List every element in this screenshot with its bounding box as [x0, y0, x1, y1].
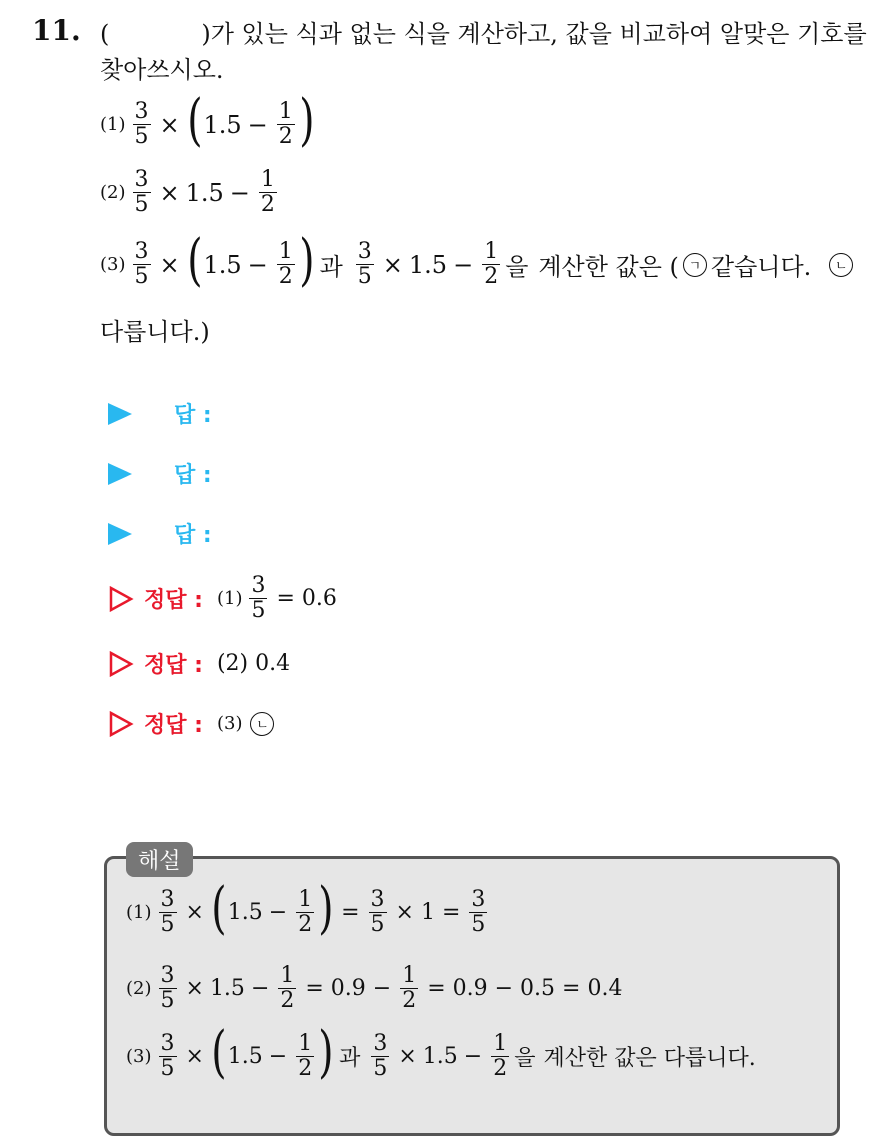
triangle-outline-icon: [108, 651, 134, 677]
solution-label: 정답 :: [144, 653, 203, 678]
minus-sign: −: [453, 250, 474, 279]
value: 1.5: [203, 250, 242, 279]
circled-nieun-icon: ㄴ: [829, 253, 853, 277]
value: 1.5: [408, 250, 448, 279]
solution-row-3: [108, 708, 278, 739]
fraction: $\frac{3}{5}$: [134, 239, 149, 289]
fraction: $\frac{3}{5}$: [134, 167, 149, 217]
item-label: (2): [100, 182, 126, 203]
explanation-tag: 해설: [126, 842, 193, 877]
circled-nieun-icon: ㄴ: [250, 712, 274, 736]
times-sign: ×: [382, 250, 403, 279]
particle: 을: [505, 253, 529, 281]
circled-giyeok-icon: ㄱ: [683, 253, 707, 277]
item-label: (3): [100, 254, 126, 275]
answer-label: 답 :: [174, 523, 212, 548]
fraction: $\frac{1}{2}$: [484, 239, 499, 289]
fraction: $\frac{1}{2}$: [278, 99, 293, 149]
minus-sign: −: [247, 250, 268, 279]
value: 1.5: [185, 178, 224, 207]
answer-label: 답 :: [174, 463, 212, 488]
answer-row-2: [108, 458, 212, 489]
fraction: $\frac{1}{2}$: [278, 239, 293, 289]
solution-label: 정답 :: [144, 588, 203, 613]
answer-label: 답 :: [174, 403, 212, 428]
solution-row-1: [108, 574, 337, 623]
fraction: $\frac{3}{5}$: [134, 99, 149, 149]
big-paren: (: [186, 87, 203, 153]
item-1: [100, 87, 316, 153]
answer-row-1: [108, 398, 212, 429]
times-sign: ×: [159, 110, 180, 139]
times-sign: ×: [159, 178, 180, 207]
times-sign: ×: [159, 250, 180, 279]
explanation-line-1: (1) $\frac{3}{5}$ × ( 1.5 − $\frac{1}{2}$ ) = $\frac{3}{5}$ × 1 = $\frac{3}{5}$: [126, 875, 486, 941]
question-number: 11.: [32, 14, 81, 47]
solution-label: 정답 :: [144, 713, 203, 738]
solution-value: (2) 0.4: [216, 651, 291, 676]
minus-sign: −: [229, 178, 250, 207]
value: 1.5: [203, 110, 242, 139]
item-3-continued: [100, 312, 210, 347]
triangle-outline-icon: [108, 711, 134, 737]
solution-value: (3) ㄴ: [217, 712, 279, 736]
option-different: 다릅니다.): [100, 318, 210, 346]
triangle-arrow-icon: [108, 523, 132, 545]
option-same: 같습니다.: [710, 253, 812, 281]
question-instruction: [100, 16, 870, 88]
solution-value: (1) $\frac{3}{5}$ = 0.6: [216, 573, 337, 623]
answer-row-3: [108, 518, 212, 549]
instruction-text: )가 있는 식과 없는 식을 계산하고, 값을 비교하여 알맞은 기호를 찾아쓰시오.: [100, 20, 867, 84]
particle: 과: [319, 253, 343, 281]
solution-row-2: [108, 648, 290, 679]
item3-text: 계산한 값은 (: [538, 253, 679, 281]
triangle-outline-icon: [108, 586, 134, 612]
item-2: [100, 168, 280, 217]
item-3: [100, 227, 857, 293]
explanation-line-3: (3) $\frac{3}{5}$ × ( 1.5 − $\frac{1}{2}$ ) 과 $\frac{3}{5}$ × 1.5 − $\frac{1}{2}$ 을 계산한 값은 다릅니다.: [126, 1019, 756, 1085]
triangle-arrow-icon: [108, 463, 132, 485]
big-paren: (: [186, 227, 203, 293]
item-label: (1): [100, 114, 126, 135]
fraction: $\frac{3}{5}$: [357, 239, 372, 289]
big-paren: ): [299, 227, 315, 293]
triangle-arrow-icon: [108, 403, 132, 425]
minus-sign: −: [247, 110, 268, 139]
paren-open: (: [100, 20, 110, 48]
big-paren: ): [299, 87, 315, 153]
explanation-line-2: (2) $\frac{3}{5}$ × 1.5 − $\frac{1}{2}$ = 0.9 − $\frac{1}{2}$ = 0.9 − 0.5 = 0.4: [126, 963, 623, 1013]
fraction: $\frac{1}{2}$: [260, 167, 275, 217]
